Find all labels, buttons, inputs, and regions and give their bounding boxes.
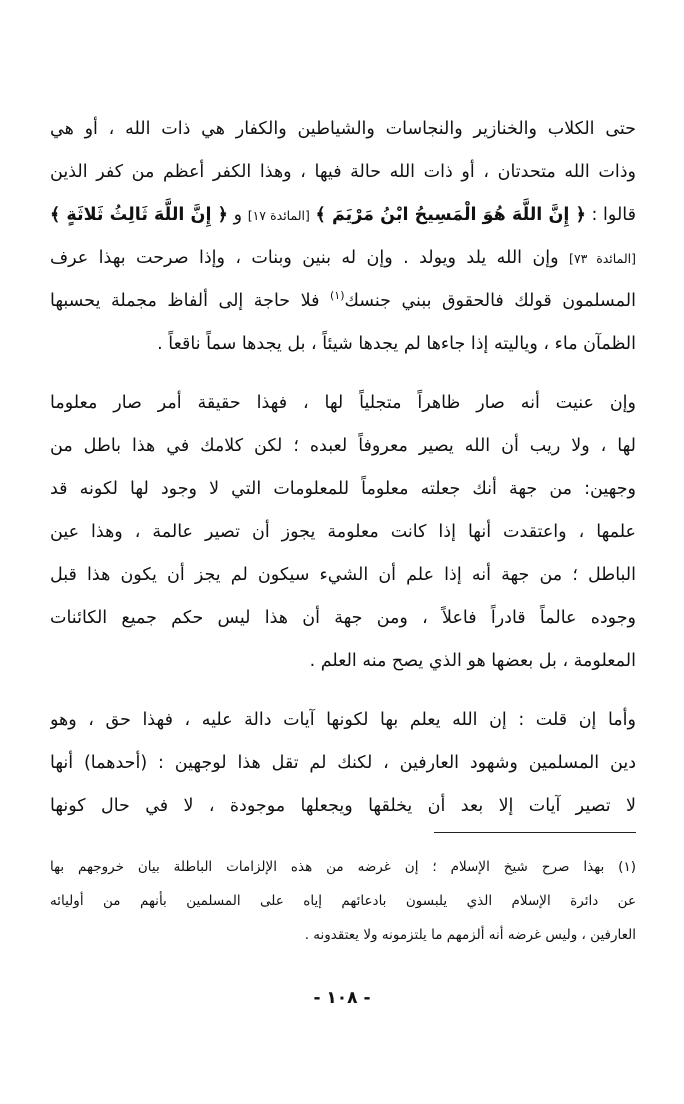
paragraph-gap xyxy=(50,366,636,382)
text-line: لها ، ولا ريب أن الله يصير معروفاً لعبده ؛ لكن كلامك في هذا باطل من xyxy=(50,436,636,456)
verse-reference: [المائدة ١٧] xyxy=(247,208,310,223)
paragraph xyxy=(50,382,636,683)
text-line: وجهين: من جهة أنك جعلته معلوماً للمعلومات التي لا وجود لها لكونه قد xyxy=(50,479,636,499)
text-line: وجوده عالماً قادراً فاعلاً ، ومن جهة أن هذا ليس حكم جميع الكائنات xyxy=(50,608,636,628)
text-line: لا تصير آيات إلا بعد أن يخلقها ويجعلها موجودة ، لا في حال كونها xyxy=(50,796,636,816)
paragraph xyxy=(50,108,636,366)
footnote-marker[interactable]: (١) xyxy=(329,289,345,303)
text-segment: و xyxy=(233,205,243,225)
text-line: الظمآن ماء ، وياليته إذا جاءها لم يجدها شيئاً ، بل يجدها سماً ناقعاً . xyxy=(157,334,636,354)
text-line: وذات الله متحدتان ، أو ذات الله حالة فيها ، وهذا الكفر أعظم من كفر الذين xyxy=(50,162,636,182)
text-line: الباطل ؛ من جهة أنه إذا علم أن الشيء سيكون لم يجز أن يكون هذا قبل xyxy=(50,565,636,585)
text-line: حتى الكلاب والخنازير والنجاسات والشياطين والكفار هي ذات الله ، أو هي xyxy=(50,119,636,139)
text-line: وأما إن قلت : إن الله يعلم بها لكونها آيات دالة عليه ، فهذا حق ، وهو xyxy=(50,710,636,730)
text-line: دين المسلمين وشهود العارفين ، لكنك لم تقل هذا لوجهين : (أحدهما) أنها xyxy=(50,753,636,773)
footnote-line: (١) بهذا صرح شيخ الإسلام ؛ إن غرضه من هذه الإلزامات الباطلة بيان خروجهم بها xyxy=(50,859,636,875)
quran-quote: ﴿ إِنَّ اللَّهَ هُوَ الْمَسِيحُ ابْنُ مَرْيَمَ ﴾ xyxy=(315,205,586,225)
footnotes xyxy=(50,850,636,952)
page-body xyxy=(50,108,636,828)
verse-reference: [المائدة ٧٣] xyxy=(569,251,636,266)
text-segment: المسلمون قولك فالحقوق ببني جنسك xyxy=(344,291,636,311)
text-line xyxy=(50,194,636,237)
text-line xyxy=(50,280,636,323)
text-line: المعلومة ، بل بعضها هو الذي يصح منه العلم . xyxy=(309,651,636,671)
footnote-line: العارفين ، وليس غرضه أنه ألزمهم ما يلتزمونه ولا يعتقدونه . xyxy=(304,927,636,943)
paragraph-gap xyxy=(50,683,636,699)
text-line: وإن عنيت أنه صار ظاهراً متجلياً لها ، فهذا حقيقة أمر صار معلوما xyxy=(50,393,636,413)
text-segment: قالوا : xyxy=(591,205,636,225)
footnote-line: عن دائرة الإسلام الذي يلبسون بادعائهم إياه على المسلمين بأنهم من أوليائه xyxy=(50,893,636,909)
text-segment: فلا حاجة إلى ألفاظ مجملة يحسبها xyxy=(50,291,320,311)
paragraph xyxy=(50,699,636,828)
text-segment: وإن الله يلد ويولد . وإن له بنين وبنات ، وإذا صرحت بهذا عرف xyxy=(50,248,559,268)
text-line: علمها ، واعتقدت أنها إذا كانت معلومة يجوز أن تصير عالمة ، وهذا عين xyxy=(50,522,636,542)
footnote-divider xyxy=(434,832,636,833)
page-number: - ١٠٨ - xyxy=(313,988,371,1008)
quran-quote: ﴿ إِنَّ اللَّهَ ثَالِثُ ثَلاثَةٍ ﴾ xyxy=(50,205,228,225)
text-line xyxy=(50,237,636,280)
